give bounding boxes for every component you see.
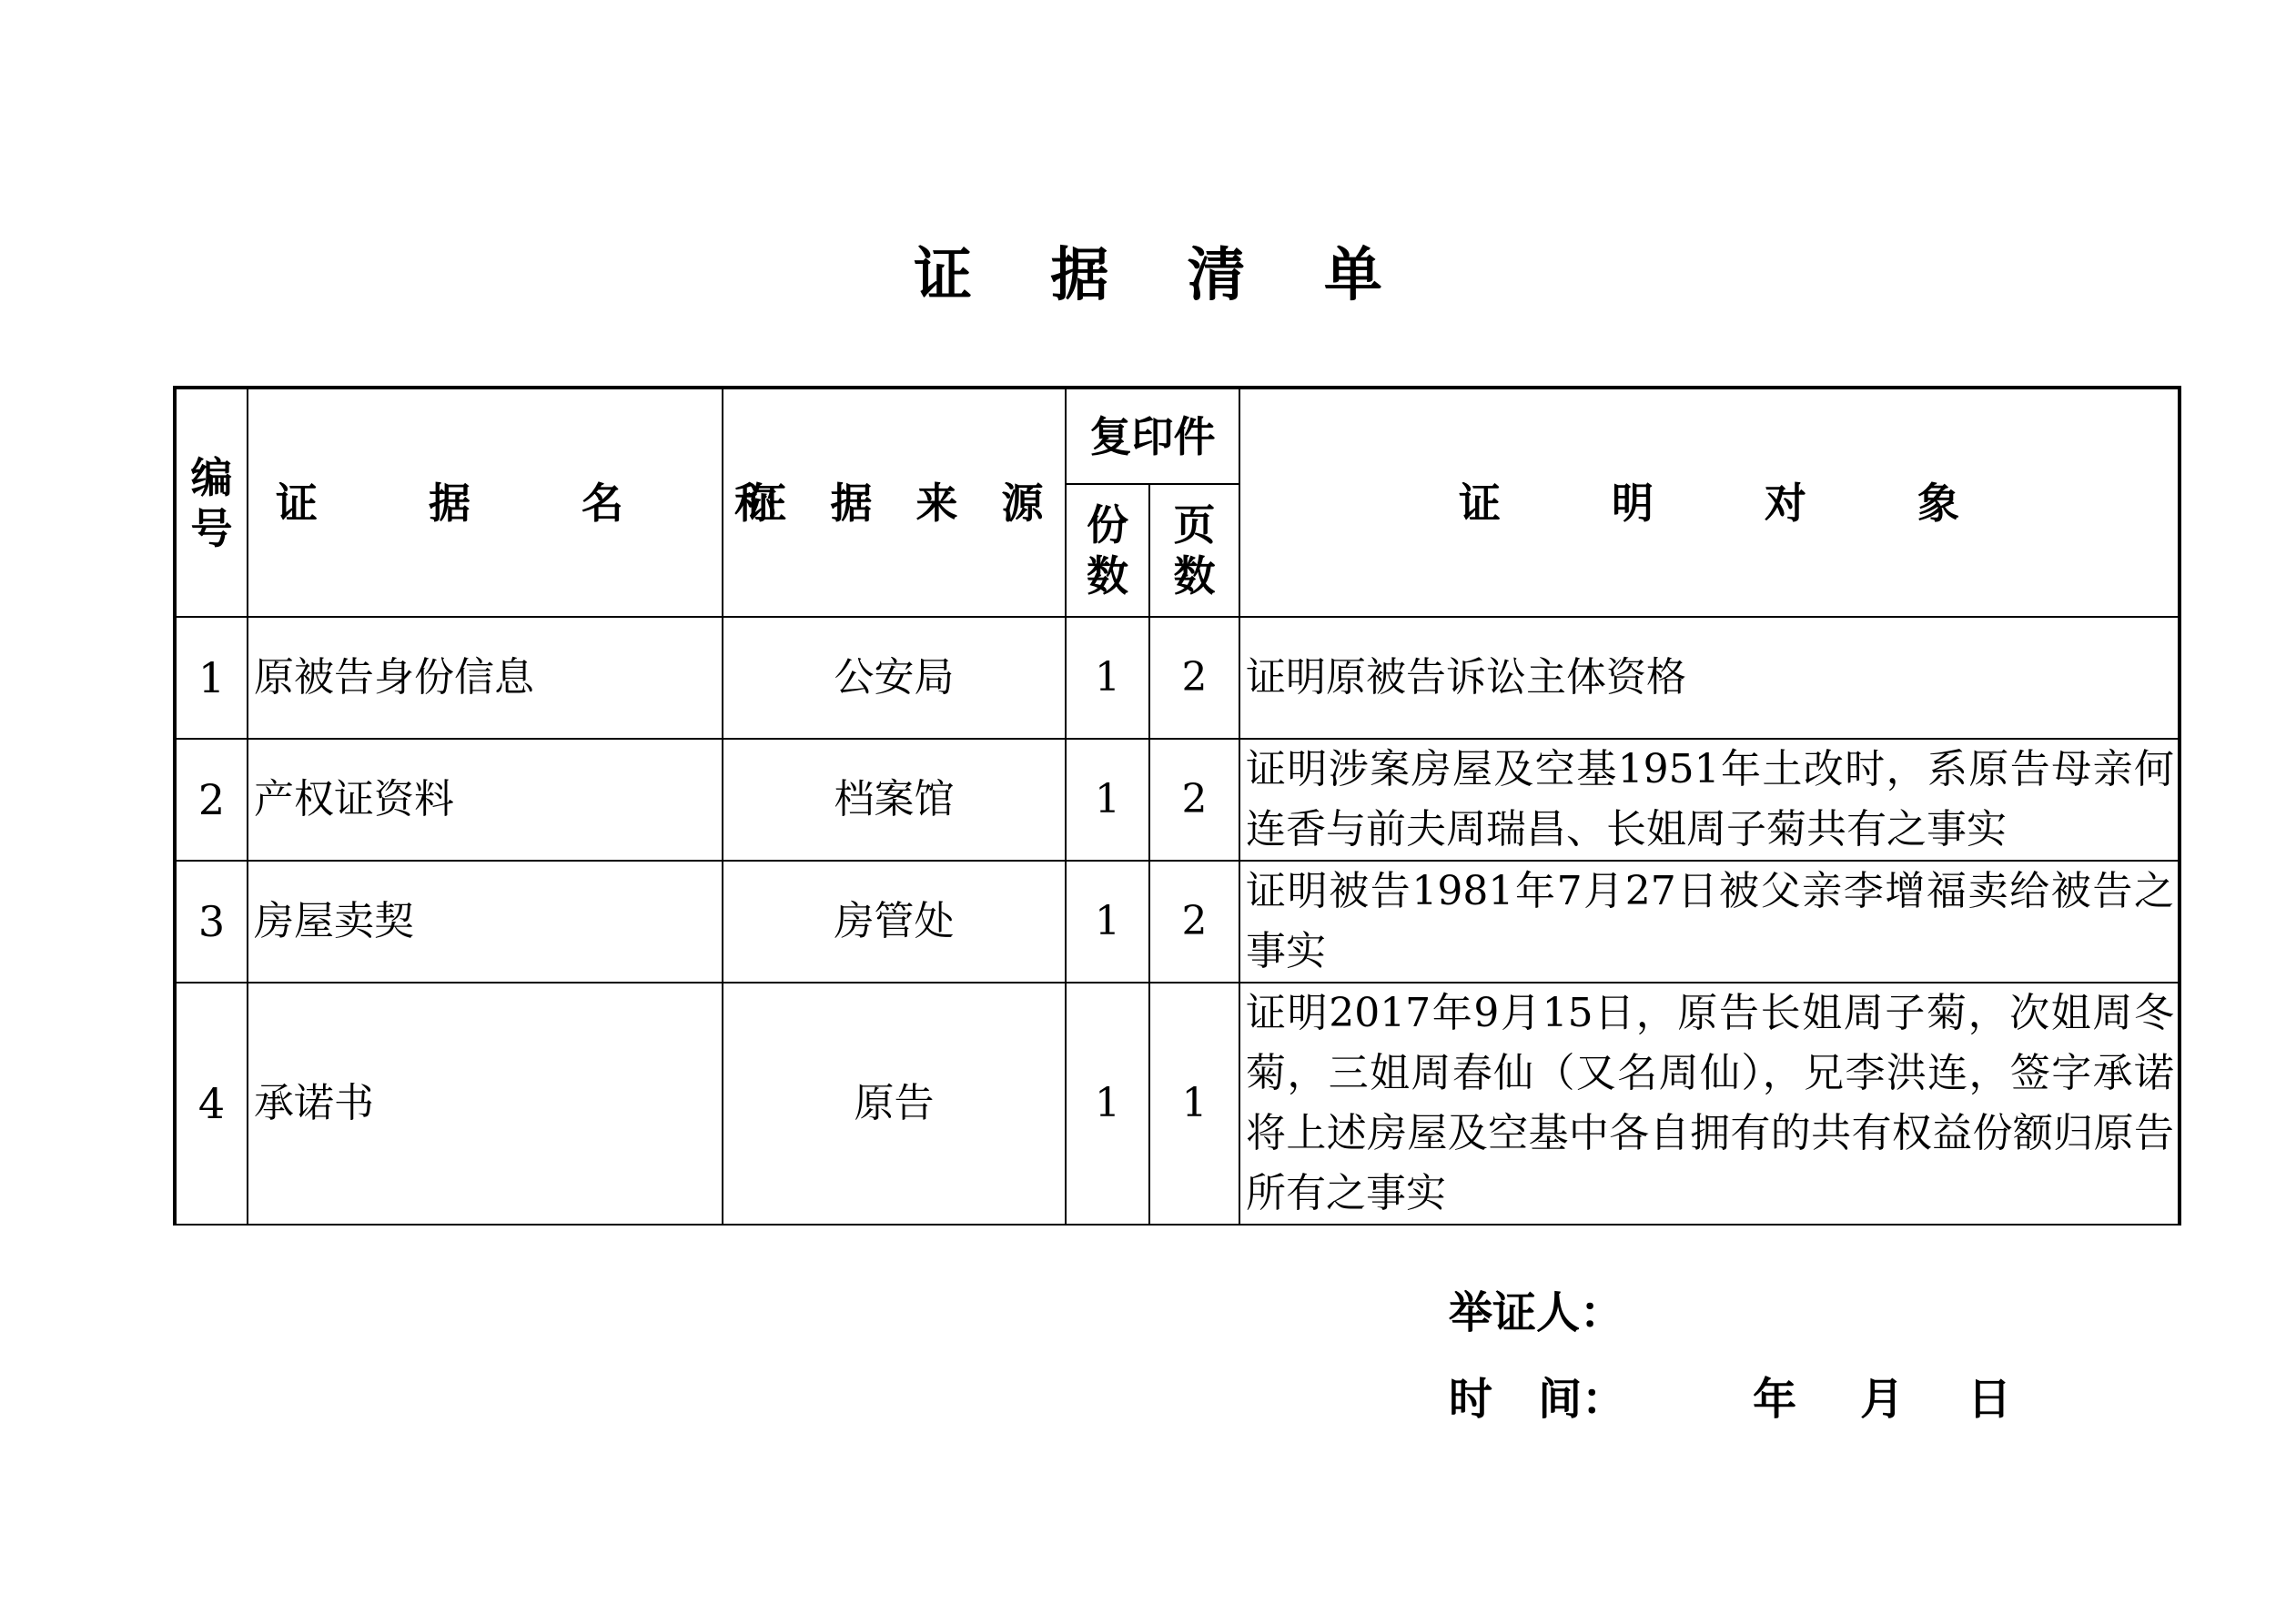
proof-object: 证明2017年9月15日，原告长姐周子菊，次姐周冬菊，三姐周春仙（又名周仙），兄李洪连，签字承诺将上述房屋及空基中各自拥有的共有权益份额归原告所有之事实 (1239, 983, 2180, 1225)
row-number: 3 (175, 861, 248, 983)
header-number-char: 号 (190, 503, 233, 553)
copies-count: 1 (1066, 983, 1149, 1225)
header-copies-char: 数 (1087, 551, 1128, 600)
header-copies (1066, 484, 1149, 617)
pages-count: 2 (1149, 617, 1239, 739)
day-label: 日 (1967, 1374, 2012, 1425)
month-label: 月 (1860, 1374, 1905, 1425)
evidence-name: 房屋卖契 (248, 861, 723, 983)
header-source (723, 388, 1066, 617)
header-name-label: 证 据 名 称 (276, 478, 804, 528)
evidence-name: 原被告身份信息 (248, 617, 723, 739)
evidence-source: 公安局 (723, 617, 1066, 739)
table-row (175, 739, 2180, 861)
proof-object: 证明原被告诉讼主体资格 (1239, 617, 2180, 739)
header-number-char: 编 (190, 452, 233, 502)
header-source-label: 证 据 来 源 (744, 478, 1058, 528)
table-row (175, 617, 2180, 739)
row-number: 1 (175, 617, 248, 739)
evidence-table (173, 386, 2181, 1226)
time-line (1449, 1369, 2011, 1429)
presenter-label: 举证人： (1449, 1287, 1624, 1338)
header-object-label: 证 明 对 象 (1458, 478, 1988, 528)
evidence-name: 承诺书 (248, 983, 723, 1225)
year-label: 年 (1753, 1374, 1797, 1425)
presenter-line (1449, 1283, 1623, 1343)
copies-count: 1 (1066, 617, 1149, 739)
table-row (175, 983, 2180, 1225)
header-copies-group: 复印件 (1066, 388, 1239, 484)
header-pages (1149, 484, 1239, 617)
table-row (175, 861, 2180, 983)
header-name (248, 388, 804, 617)
table-header-row (175, 388, 2180, 484)
pages-count: 2 (1149, 861, 1239, 983)
pages-count: 2 (1149, 739, 1239, 861)
header-number (175, 388, 248, 617)
evidence-source: 档案馆 (723, 739, 1066, 861)
row-number: 2 (175, 739, 248, 861)
page-title: 证 据 清 单 (914, 242, 1411, 309)
row-number: 4 (175, 983, 248, 1225)
header-copies-char: 份 (1087, 500, 1128, 550)
evidence-source: 房管处 (723, 861, 1066, 983)
copies-count: 1 (1066, 861, 1149, 983)
pages-count: 1 (1149, 983, 1239, 1225)
proof-object: 证明被告1981年7月27日被父亲李增福卖给被告之事实 (1239, 861, 2180, 983)
header-pages-char: 数 (1173, 551, 1216, 600)
evidence-source: 原告 (723, 983, 1066, 1225)
header-pages-char: 页 (1173, 500, 1216, 550)
header-object (1239, 388, 2180, 617)
proof-object: 证明涉案房屋及空基1951年土改时，系原告母亲何连香与前夫周瑞昌、长姐周子菊共有之事实 (1239, 739, 2180, 861)
evidence-name: 产权证资料 (248, 739, 723, 861)
time-label: 时 间： (1449, 1374, 1626, 1425)
copies-count: 1 (1066, 739, 1149, 861)
